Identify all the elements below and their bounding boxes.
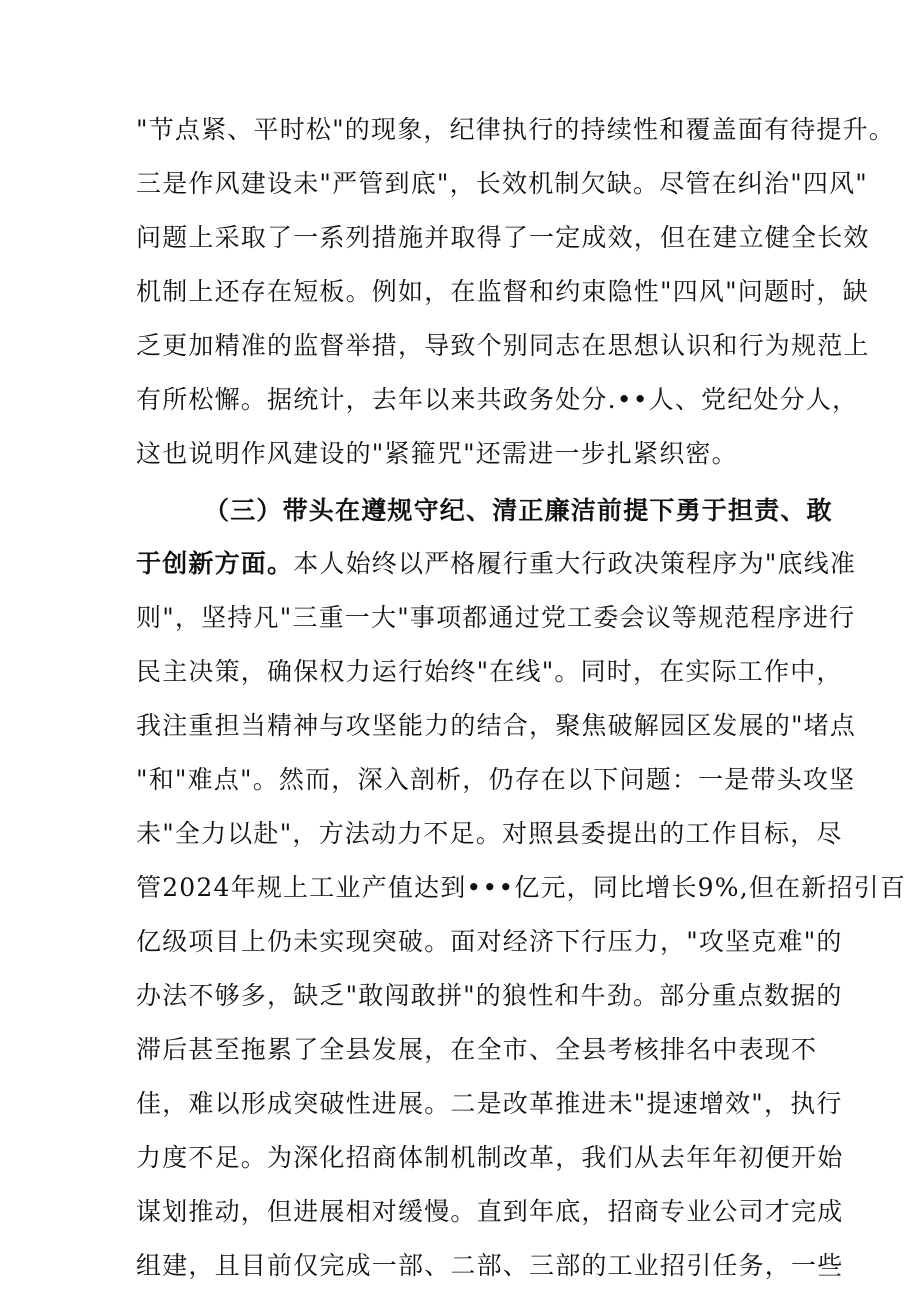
- text-line: 民主决策，确保权力运行始终"在线"。同时，在实际工作中，: [136, 657, 843, 686]
- text-line: 乏更加精准的监督举措，导致个别同志在思想认识和行为规范上: [136, 331, 870, 360]
- text-line: 我注重担当精神与攻坚能力的结合，聚焦破解园区发展的"堵点: [136, 711, 857, 740]
- text-line: 有所松懈。据统计，去年以来共政务处分.••人、党纪处分人，: [136, 385, 859, 414]
- text-line: 亿级项目上仍未实现突破。面对经济下行压力，"攻坚克难"的: [136, 927, 843, 956]
- text-line: 这也说明作风建设的"紧箍咒"还需进一步扎紧织密。: [136, 439, 738, 468]
- text-line: 未"全力以赴"，方法动力不足。对照县委提出的工作目标，尽: [136, 819, 843, 848]
- text-line: 佳，难以形成突破性进展。二是改革推进未"提速增效"，执行: [136, 1089, 843, 1118]
- text-line: 力度不足。为深化招商体制机制改革，我们从去年年初便开始: [136, 1143, 844, 1172]
- text-line: 管2024年规上工业产值达到•••亿元，同比增长9%,但在新招引百: [136, 873, 907, 902]
- text-line: 机制上还存在短板。例如，在监督和约束隐性"四风"问题时，缺: [136, 277, 869, 306]
- text-line: 三是作风建设未"严管到底"，长效机制欠缺。尽管在纠治"四风": [136, 169, 868, 198]
- text-span: 本人始终以严格履行重大行政决策程序为"底线准: [293, 549, 857, 578]
- text-line: "和"难点"。然而，深入剖析，仍存在以下问题：一是带头攻坚: [136, 765, 856, 794]
- text-line: 则"，坚持凡"三重一大"事项都通过党工委会议等规范程序进行: [136, 603, 856, 632]
- text-line: 问题上采取了一系列措施并取得了一定成效，但在建立健全长效: [136, 223, 870, 252]
- text-line: 办法不够多，缺乏"敢闯敢拼"的狼性和牛劲。部分重点数据的: [136, 981, 843, 1010]
- text-line: "节点紧、平时松"的现象，纪律执行的持续性和覆盖面有待提升。: [136, 115, 896, 144]
- text-line: [136, 548, 856, 580]
- text-line: 谋划推动，但进展相对缓慢。直到年底，招商专业公司才完成: [136, 1197, 844, 1226]
- text-line: 组建，且目前仅完成一部、二部、三部的工业招引任务，一些: [136, 1251, 844, 1280]
- section-heading: （三）带头在遵规守纪、清正廉洁前提下勇于担责、敢: [204, 496, 833, 525]
- text-line: 滞后甚至拖累了全县发展，在全市、全县考核排名中表现不: [136, 1035, 818, 1064]
- section-heading-end: 于创新方面。: [136, 549, 294, 578]
